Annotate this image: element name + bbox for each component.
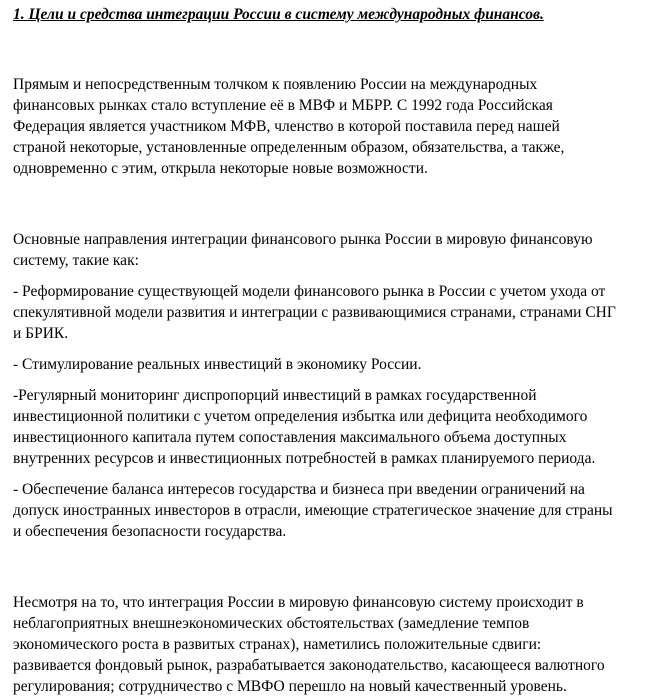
list-item-line: спекулятивной модели развития и интеграции с развивающимися странами, странами СНГ xyxy=(13,304,616,321)
paragraph-line: развивается фондовый рынок, разрабатывается законодательство, касающееся валютного xyxy=(13,657,605,674)
paragraph-line: финансовых рынках стало вступление её в МВФ и МБРР. С 1992 года Российская xyxy=(13,97,553,114)
list-item-line: -Регулярный мониторинг диспропорций инвестиций в рамках государственной xyxy=(13,387,537,404)
paragraph-line: экономического роста в развитых странах), наметились положительные сдвиги: xyxy=(13,636,542,653)
paragraph-line: Основные направления интеграции финансового рынка России в мировую финансовую xyxy=(13,231,593,248)
list-item-line: инвестиционной политики с учетом определения избытка или дефицита необходимого xyxy=(13,408,588,425)
list-item-line: допуск иностранных инвесторов в отрасли, имеющие стратегическое значение для страны xyxy=(13,502,613,519)
list-item xyxy=(13,281,653,344)
list-item xyxy=(13,385,653,469)
list-item-line: внутренних ресурсов и инвестиционных потребностей в рамках планируемого периода. xyxy=(13,450,596,467)
paragraph-line: систему, такие как: xyxy=(13,252,139,269)
paragraph-line: Несмотря на то, что интеграция России в мировую финансовую систему происходит в xyxy=(13,594,584,611)
list-item xyxy=(13,479,653,542)
list-item-line: - Реформирование существующей модели финансового рынка в России с учетом ухода от xyxy=(13,283,606,300)
list-item-line: инвестиционного капитала путем сопоставления максимального объема доступных xyxy=(13,429,567,446)
list-item xyxy=(13,354,653,375)
directions-intro-paragraph xyxy=(13,229,653,271)
list-item-line: и обеспечения безопасности государства. xyxy=(13,523,287,540)
section-heading: 1. Цели и средства интеграции России в систему международных финансов. xyxy=(13,6,544,23)
list-item-line: - Стимулирование реальных инвестиций в экономику России. xyxy=(13,356,422,373)
paragraph-line: регулирования; сотрудничество с МВФО перешло на новый качественный уровень. xyxy=(13,678,567,695)
conclusion-paragraph xyxy=(13,592,653,697)
intro-paragraph xyxy=(13,74,653,179)
paragraph-line: одновременно с этим, открыла некоторые новые возможности. xyxy=(13,160,428,177)
list-item-line: и БРИК. xyxy=(13,325,69,342)
paragraph-line: неблагоприятных внешнеэкономических обстоятельствах (замедление темпов xyxy=(13,615,530,632)
paragraph-line: Федерация является участником МФВ, членство в которой поставила перед нашей xyxy=(13,118,560,135)
paragraph-line: Прямым и непосредственным толчком к появлению России на международных xyxy=(13,76,538,93)
list-item-line: - Обеспечение баланса интересов государства и бизнеса при введении ограничений на xyxy=(13,481,585,498)
paragraph-line: страной некоторые, установленные определенным образом, обязательства, а также, xyxy=(13,139,565,156)
